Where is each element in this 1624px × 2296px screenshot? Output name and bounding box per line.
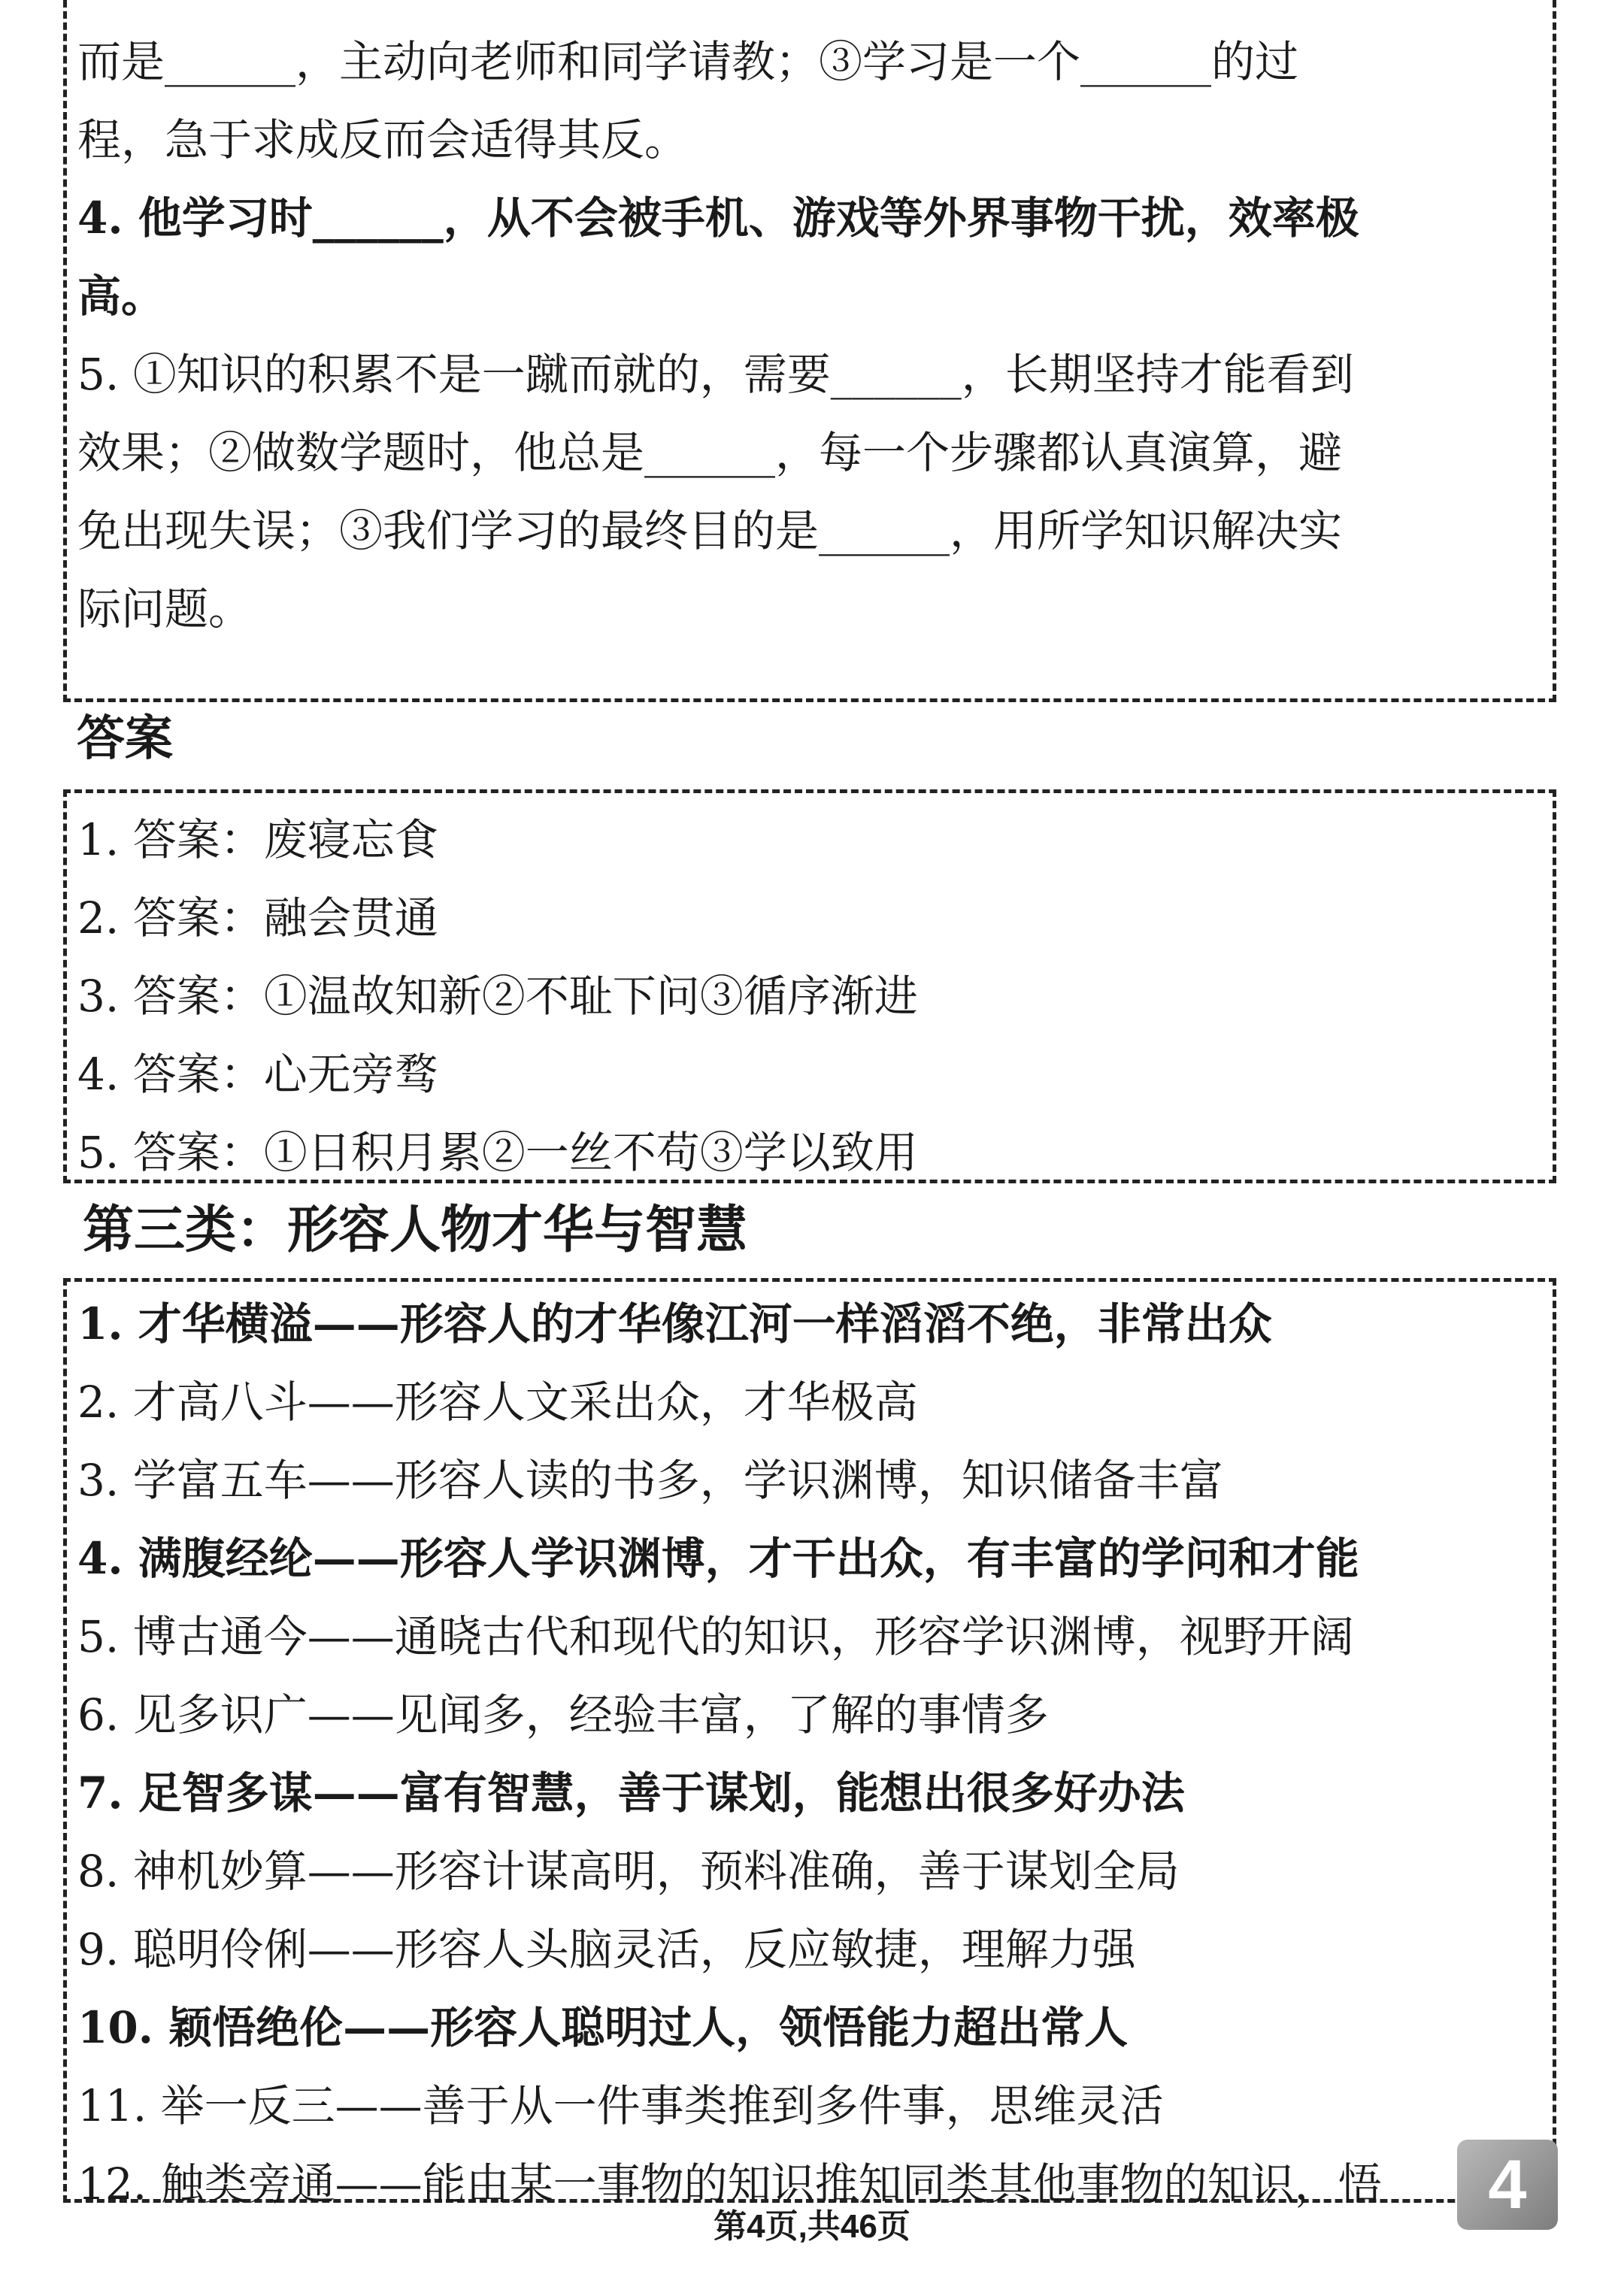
idiom-item: 9. 聪明伶俐——形容人头脑灵活，反应敏捷，理解力强 <box>77 1924 1136 1975</box>
question-line: 程，急于求成反而会适得其反。 <box>77 114 689 165</box>
question-line: 5. ①知识的积累不是一蹴而就的，需要______，长期坚持才能看到 <box>77 349 1354 400</box>
answer-item: 3. 答案：①温故知新②不耻下问③循序渐进 <box>77 971 918 1022</box>
idiom-item: 4. 满腹经纶——形容人学识渊博，才干出众，有丰富的学问和才能 <box>77 1533 1359 1584</box>
question-line: 免出现失误；③我们学习的最终目的是______，用所学知识解决实 <box>77 505 1343 556</box>
idiom-item: 7. 足智多谋——富有智慧，善于谋划，能想出很多好办法 <box>77 1767 1185 1819</box>
idiom-item: 8. 神机妙算——形容计谋高明，预料准确，善于谋划全局 <box>77 1846 1180 1897</box>
page-footer: 第4页,共46页 <box>714 2208 910 2245</box>
answers-title: 答案 <box>77 710 173 767</box>
answers-box <box>63 789 1556 1183</box>
question-line: 高。 <box>77 271 165 322</box>
question-line: 而是______，主动向老师和同学请教；③学习是一个______的过 <box>77 36 1299 87</box>
question-line: 4. 他学习时______，从不会被手机、游戏等外界事物干扰，效率极 <box>77 192 1359 244</box>
idiom-item: 2. 才高八斗——形容人文采出众，才华极高 <box>77 1377 918 1428</box>
questions-box <box>63 0 1556 702</box>
idiom-item: 3. 学富五车——形容人读的书多，学识渊博，知识储备丰富 <box>77 1455 1223 1506</box>
answer-item: 1. 答案：废寝忘食 <box>77 814 438 865</box>
page-number-badge: 4 <box>1457 2140 1558 2230</box>
idioms-box <box>63 1278 1556 2210</box>
idiom-item: 6. 见多识广——见闻多，经验丰富，了解的事情多 <box>77 1689 1049 1740</box>
category3-title: 第三类：形容人物才华与智慧 <box>83 1200 748 1260</box>
idiom-item: 10. 颖悟绝伦——形容人聪明过人，领悟能力超出常人 <box>77 2002 1129 2053</box>
answer-item: 5. 答案：①日积月累②一丝不苟③学以致用 <box>77 1127 918 1178</box>
question-line: 效果；②做数学题时，他总是______，每一个步骤都认真演算，避 <box>77 427 1343 478</box>
idiom-item: 11. 举一反三——善于从一件事类推到多件事，思维灵活 <box>77 2080 1164 2131</box>
answer-item: 4. 答案：心无旁骛 <box>77 1049 438 1100</box>
answer-item: 2. 答案：融会贯通 <box>77 892 438 944</box>
question-line: 际问题。 <box>77 583 253 635</box>
idiom-item: 1. 才华横溢——形容人的才华像江河一样滔滔不绝，非常出众 <box>77 1298 1272 1349</box>
idiom-item: 5. 博古通今——通晓古代和现代的知识，形容学识渊博，视野开阔 <box>77 1611 1354 1662</box>
idiom-item: 12. 触类旁通——能由某一事物的知识推知同类其他事物的知识，悟 <box>77 2158 1382 2210</box>
